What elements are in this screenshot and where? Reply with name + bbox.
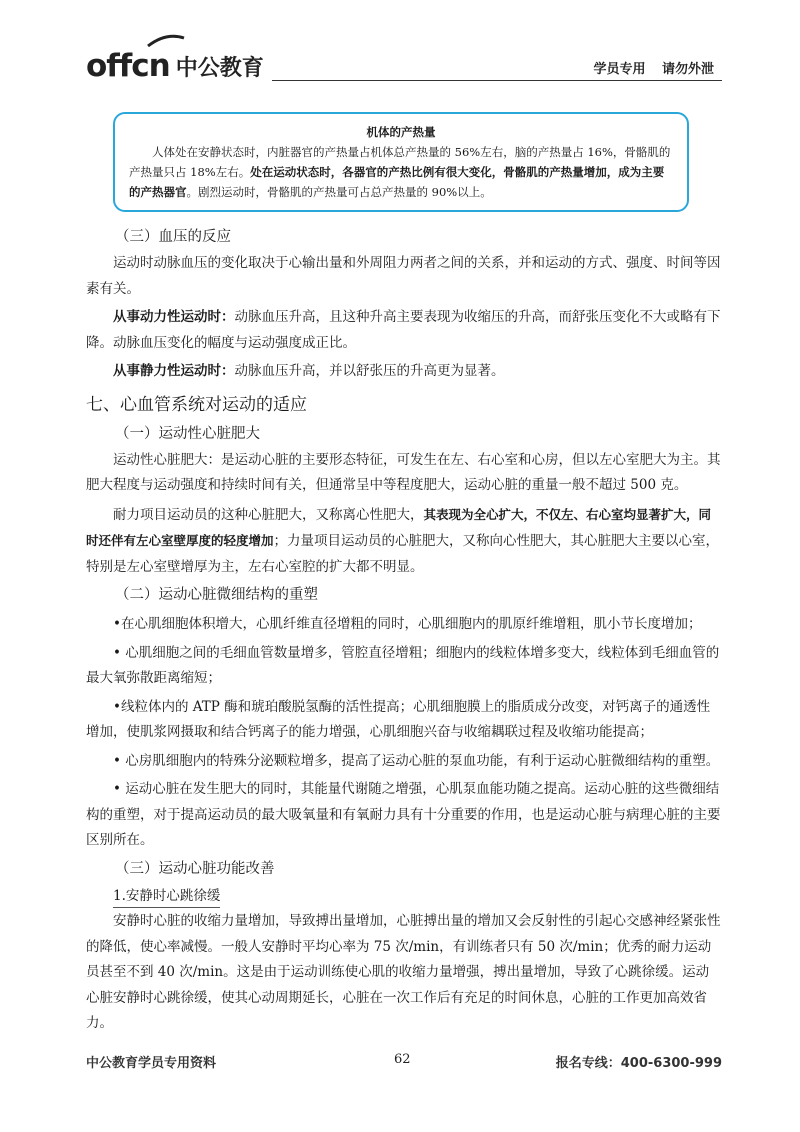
header-tag-students-only: 学员专用 xyxy=(593,62,646,77)
paragraph: 安静时心脏的收缩力量增加，导致搏出量增加，心脏搏出量的增加又会反射性的引起心交感神经紧张性的降低，使心率减慢。一般人安静时平均心率为 75 次/min，有训练者只有 50 次/min；优秀的耐力运动员甚至不到 40 次/min。这是由于运动训练使心肌的收缩力量增强，搏出量增加，导致了心跳徐缓。运动心脏安静时心跳徐缓，使其心动周期延长，心脏在一次工作后有充足的时间休息，心脏的工作更加高效省力。 xyxy=(86,913,721,1031)
callout-text-1: 人体处在安静状态时，内脏器官的产热量占机体总产热量的 56%左右，脑的产热量占 16%，骨骼肌的产热量只占 18%左右。 xyxy=(129,145,671,179)
subsection-heading: （二）运动心脏微细结构的重塑 xyxy=(115,587,318,603)
header-rule xyxy=(272,80,722,81)
offcn-logo xyxy=(86,36,264,82)
label-static-exercise: 从事静力性运动时： xyxy=(113,363,235,379)
bullet-item: •在心肌细胞体积增大，心肌纤维直径增粗的同时，心肌细胞内的肌原纤维增粗，肌小节长度增加； xyxy=(113,616,702,632)
logo-latin-text: offcn xyxy=(86,48,170,84)
callout-title: 机体的产热量 xyxy=(366,125,436,139)
paragraph: 运动性心脏肥大：是运动心脏的主要形态特征，可发生在左、右心室和心房，但以左心室肥大为主。其肥大程度与运动强度和持续时间有关，但通常呈中等程度肥大，运动心脏的重量一般不超过 500 克。 xyxy=(86,451,721,493)
logo-chinese-text: 中公教育 xyxy=(175,56,264,81)
bullet-item: • 心房肌细胞内的特殊分泌颗粒增多，提高了运动心脏的泵血功能，有利于运动心脏微细结构的重塑。 xyxy=(113,752,720,769)
subsection-heading: （一）运动性心脏肥大 xyxy=(115,425,260,442)
callout-text-bold: 处在运动状态时，各器官的产热比例有很大变化，骨骼肌的产热量增加，成为主要的产热器官 xyxy=(129,165,665,199)
section-blood-pressure-heading: （三）血压的反应 xyxy=(115,229,231,245)
paragraph xyxy=(86,502,722,581)
page-header xyxy=(86,36,722,82)
paragraph: 运动时动脉血压的变化取决于心输出量和外周阻力两者之间的关系，并和运动的方式、强度、时间等因素有关。 xyxy=(86,255,721,297)
text: ；力量项目运动员的心脏肥大，又称向心性肥大，其心脏肥大主要以心室，特别是左心室壁增厚为主，左右心室腔的扩大都不明显。 xyxy=(86,533,720,575)
info-callout-box xyxy=(113,112,689,212)
label-dynamic-exercise: 从事动力性运动时： xyxy=(113,309,235,325)
footer-hotline: 报名专线：400-6300-999 xyxy=(555,1056,722,1071)
paragraph xyxy=(86,305,722,356)
main-content xyxy=(86,222,722,1037)
footer-left-text: 中公教育学员专用资料 xyxy=(86,1056,217,1071)
callout-body xyxy=(129,142,673,202)
subsection-heading: （三）运动心脏功能改善 xyxy=(115,860,275,877)
page-number: 62 xyxy=(394,1052,411,1067)
logo-swoosh-icon xyxy=(146,34,186,48)
bullet-item: •线粒体内的 ATP 酶和琥珀酸脱氢酶的活性提高；心肌细胞膜上的脂质成分改变，对钙离子的通透性增加，使肌浆网摄取和结合钙离子的能力增强，心肌细胞兴奋与收缩耦联过程及收缩功能提高； xyxy=(86,698,711,740)
header-tag-no-leak: 请勿外泄 xyxy=(661,62,714,77)
bullet-item: • 心肌细胞之间的毛细血管数量增多，管腔直径增粗；细胞内的线粒体增多变大，线粒体到毛细血管的最大氧弥散距离缩短； xyxy=(86,644,720,686)
text: 动脉血压升高，并以舒张压的升高更为显著。 xyxy=(234,363,505,379)
chapter-heading: 七、心血管系统对运动的适应 xyxy=(86,394,307,415)
callout-text-2: 。剧烈运动时，骨骼肌的产热量可占总产热量的 90%以上。 xyxy=(186,185,492,199)
paragraph xyxy=(86,359,722,385)
page-footer xyxy=(86,1052,722,1072)
sub-subsection-heading: 1.安静时心跳徐缓 xyxy=(113,885,220,908)
text-bold: 其表现为全心扩大，不仅左、右心室均显著扩大，同时还伴有左心室壁厚度的轻度增加 xyxy=(86,506,712,548)
header-tags xyxy=(581,58,714,77)
text: 动脉血压升高，且这种升高主要表现为收缩压的升高，而舒张压变化不大或略有下降。动脉血压变化的幅度与运动强度成正比。 xyxy=(86,309,721,351)
bullet-item: • 运动心脏在发生肥大的同时，其能量代谢随之增强，心肌泵血能功随之提高。运动心脏的这些微细结构的重塑，对于提高运动员的最大吸氧量和有氧耐力具有十分重要的作用，也是运动心脏与病理心脏的主要区别所在。 xyxy=(86,781,721,848)
text: 耐力项目运动员的这种心脏肥大，又称离心性肥大， xyxy=(113,506,424,523)
